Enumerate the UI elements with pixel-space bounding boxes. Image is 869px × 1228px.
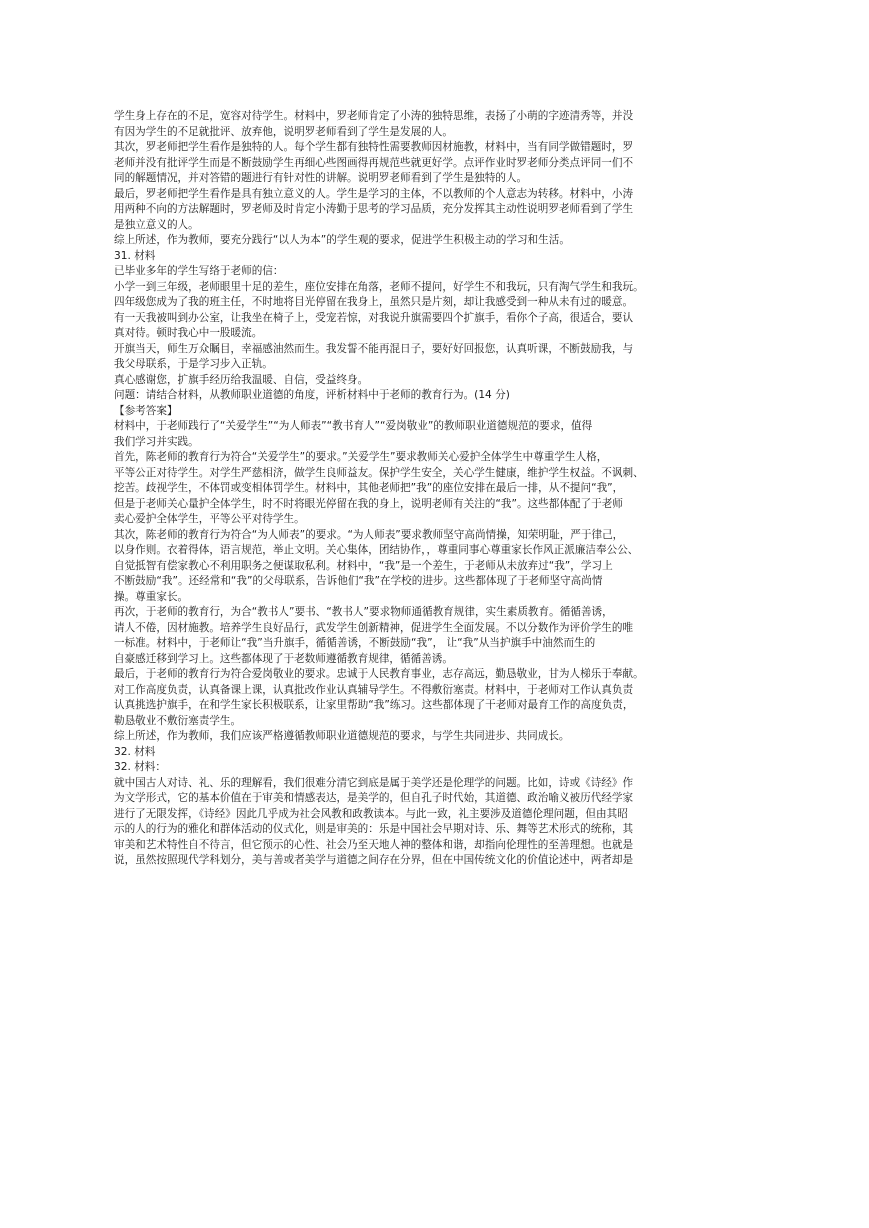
text-line: 认真挑选护旗手，在和学生家长积极联系，让家里帮助“我”练习。这些都体现了干老师对最育工作的高度负责， [114, 699, 634, 711]
text-line: 我父母联系，于是学习步入正轨。 [114, 358, 273, 370]
text-line: 操。尊重家长。 [114, 590, 189, 603]
text-line: 是独立意义的人。 [114, 218, 199, 231]
text-line: 自觉抵智有偿家教心不利用职务之便谋取私利。材料中，“我”是一个差生，于老师从未放弃过“我”，学习上 [114, 559, 613, 572]
text-line: 再次，于老师的教育行，为合“教书人”要书、“教书人”要求物师通循教育规律，实生素质教育。循循善诱， [114, 606, 613, 618]
text-line: 最后，罗老师把学生看作是具有独立意义的人。学生是学习的主体，不以教师的个人意志为转移。材料中，小涛 [114, 187, 634, 200]
section-heading: 32. 材料 [114, 745, 156, 758]
text-line: 一标准。材料中，于老师让“我”当升旗手，循循善诱，不断鼓励“我”， 让“我”从当护旗手中油然而生的 [114, 637, 596, 649]
text-line: 真心感谢您，扩旗手经历给我温暖、自信，受益终身。 [114, 373, 369, 386]
text-line: 挖苦。歧视学生，不体罚或变相体罚学生。材料中，其他老师把”我”的座位安排在最后一排，从不提问“我”， [114, 482, 624, 494]
text-line: 真对待。顿时我心中一股暖流。 [114, 327, 263, 339]
text-line: 我们学习并实践。 [114, 435, 199, 448]
text-line: 同的解题情况，并对答错的题进行有针对性的讲解。说明罗老师看到了学生是独特的人。 [114, 172, 528, 184]
text-line: 小学一到三年级，老师眼里十足的差生，座位安排在角落，老师不提问，好学生不和我玩，只有淘气学生和我玩。 [114, 280, 644, 293]
text-line: 不断鼓励“我”。还经常和“我”的父母联系，告诉他们“我”在学校的进步。这些都体现了于老师坚守高尚情 [114, 575, 603, 587]
text-line: 已毕业多年的学生写络于老师的信： [114, 265, 284, 277]
text-line: 其次，陈老师的教育行为符合“为人师表”的要求。“为人师表”要求教师坚守高尚情操，知荣明耻，严于律己， [114, 528, 624, 541]
section-heading: 31. 材料 [114, 249, 156, 262]
text-line: 四年级您成为了我的班主任，不时地将目光停留在我身上，虽然只是片刻，却让我感受到一种从未有过的暖意。 [114, 296, 634, 308]
document-page [114, 109, 762, 869]
text-line: 对工作高度负责，认真备课上课，认真批改作业认真辅导学生。不得敷衍塞责。材料中，于老师对工作认真负责 [114, 683, 634, 696]
text-line: 就中国古人对诗、礼、乐的理解看，我们很难分清它到底是属于美学还是伦理学的问题。比如，诗或《诗经》作 [114, 776, 634, 789]
section-heading: 32. 材料： [114, 761, 166, 773]
text-line: 其次，罗老师把学生看作是独特的人。每个学生都有独特性需要教师因材施教，材料中，当有同学做错题时，罗 [114, 141, 634, 153]
text-line: 卖心爱护全体学生，平等公平对待学生。 [114, 513, 305, 525]
text-line: 开旗当天，师生万众瞩目，幸福感油然而生。我发誓不能再混日子，要好好回报您，认真听课，不断鼓励我，与 [114, 342, 634, 355]
text-line: 综上所述，作为教师，我们应该严格遵循教师职业道德规范的要求，与学生共同进步、共同成长。 [114, 730, 570, 742]
text-line: 材料中，于老师践行了“关爱学生”“为人师表”“教书育人”“爱岗敬业”的教师职业道德规范的要求，值得 [114, 420, 593, 432]
text-line: 勒恳敬业不敷衍塞责学生。 [114, 714, 242, 727]
answer-heading: 【参考答案】 [114, 404, 178, 417]
text-line: 有因为学生的不足就批评、放弃他，说明罗老师看到了学生是发展的人。 [114, 125, 453, 138]
text-line: 首先，陈老师的教育行为符合“关爱学生”的要求。”关爱学生”要求教师关心爱护全体学生中尊重学生人格， [114, 451, 608, 463]
text-line: 有一天我被叫到办公室，让我坐在椅子上，受宠若惊，对我说升旗需要四个扩旗手，看你个子高，很适合，要认 [114, 311, 634, 324]
text-line: 进行了无限发挥，《诗经》因此几乎成为社会风教和政教读本。与此一致，礼主要涉及道德伦理问题，但由其昭 [114, 807, 628, 820]
text-line: 最后，于老师的教育行为符合爱岗敬业的要求。忠诚于人民教育事业，志存高远，勤恳敬业，甘为人梯乐于奉献。 [114, 668, 644, 680]
text-line: 用两种不向的方法解题时，罗老师及时肯定小涛勤于思考的学习品质，充分发挥其主动性说明罗老师看到了学生 [114, 203, 634, 215]
text-line: 以身作则。衣着得体，语言规范，举止文明。关心集体，团结协作，，尊重同事心尊重家长作风正派廉洁奉公公、 [114, 544, 639, 556]
text-line: 学生身上存在的不足，宽容对待学生。材料中，罗老师肯定了小涛的独特思维，表扬了小萌的字迹清秀等，并没 [114, 110, 634, 122]
text-line: 老师并没有批评学生而是不断鼓励学生再细心些图画得再规范些就更好学。点评作业时罗老师分类点评同一们不 [114, 156, 634, 169]
text-line: 自豪感迁移到学习上。这些都体现了于老数师遵循教育规律，循循善诱。 [114, 652, 453, 665]
text-line: 平等公正对待学生。对学生严慈相济，做学生良师益友。保护学生安全，关心学生健康，维护学生权益。不讽刺、 [114, 466, 644, 479]
text-line: 审美和艺术特性自不待言，但它预示的心性、社会乃至天地人神的整体和谐，却指向伦理性的至善理想。也就是 [114, 838, 634, 851]
text-line: 请人不倦，因材施教。培养学生良好品行，武发学生创新精神，促进学生全面发展。不以分数作为评价学生的唯 [114, 621, 634, 634]
text-line: 示的人的行为的雅化和群体活动的仪式化，则是审美的：乐是中国社会早期对诗、乐、舞等艺术形式的统称，其 [114, 823, 634, 835]
text-line: 但是于老师关心量护全体学生，时不时将眼光停留在我的身上，说明老师有关注的“我”。这些都体配了于老师 [114, 497, 623, 510]
text-line: 说，虽然按照现代学科划分，美与善或者美学与道德之间存在分界，但在中国传统文化的价值论述中，两者却是 [114, 854, 634, 866]
question-line: 问题：请结合材料，从教师职业道德的角度，评析材料中于老师的教育行为。(14 分) [114, 389, 510, 401]
text-line: 综上所述，作为教师，要充分践行“以人为本”的学生观的要求，促进学生积极主动的学习和生活。 [114, 234, 570, 246]
text-line: 为文学形式，它的基本价值在于审美和情感表达，是美学的，但自孔子时代始，其道德、政治喻义被历代经学家 [114, 792, 634, 804]
